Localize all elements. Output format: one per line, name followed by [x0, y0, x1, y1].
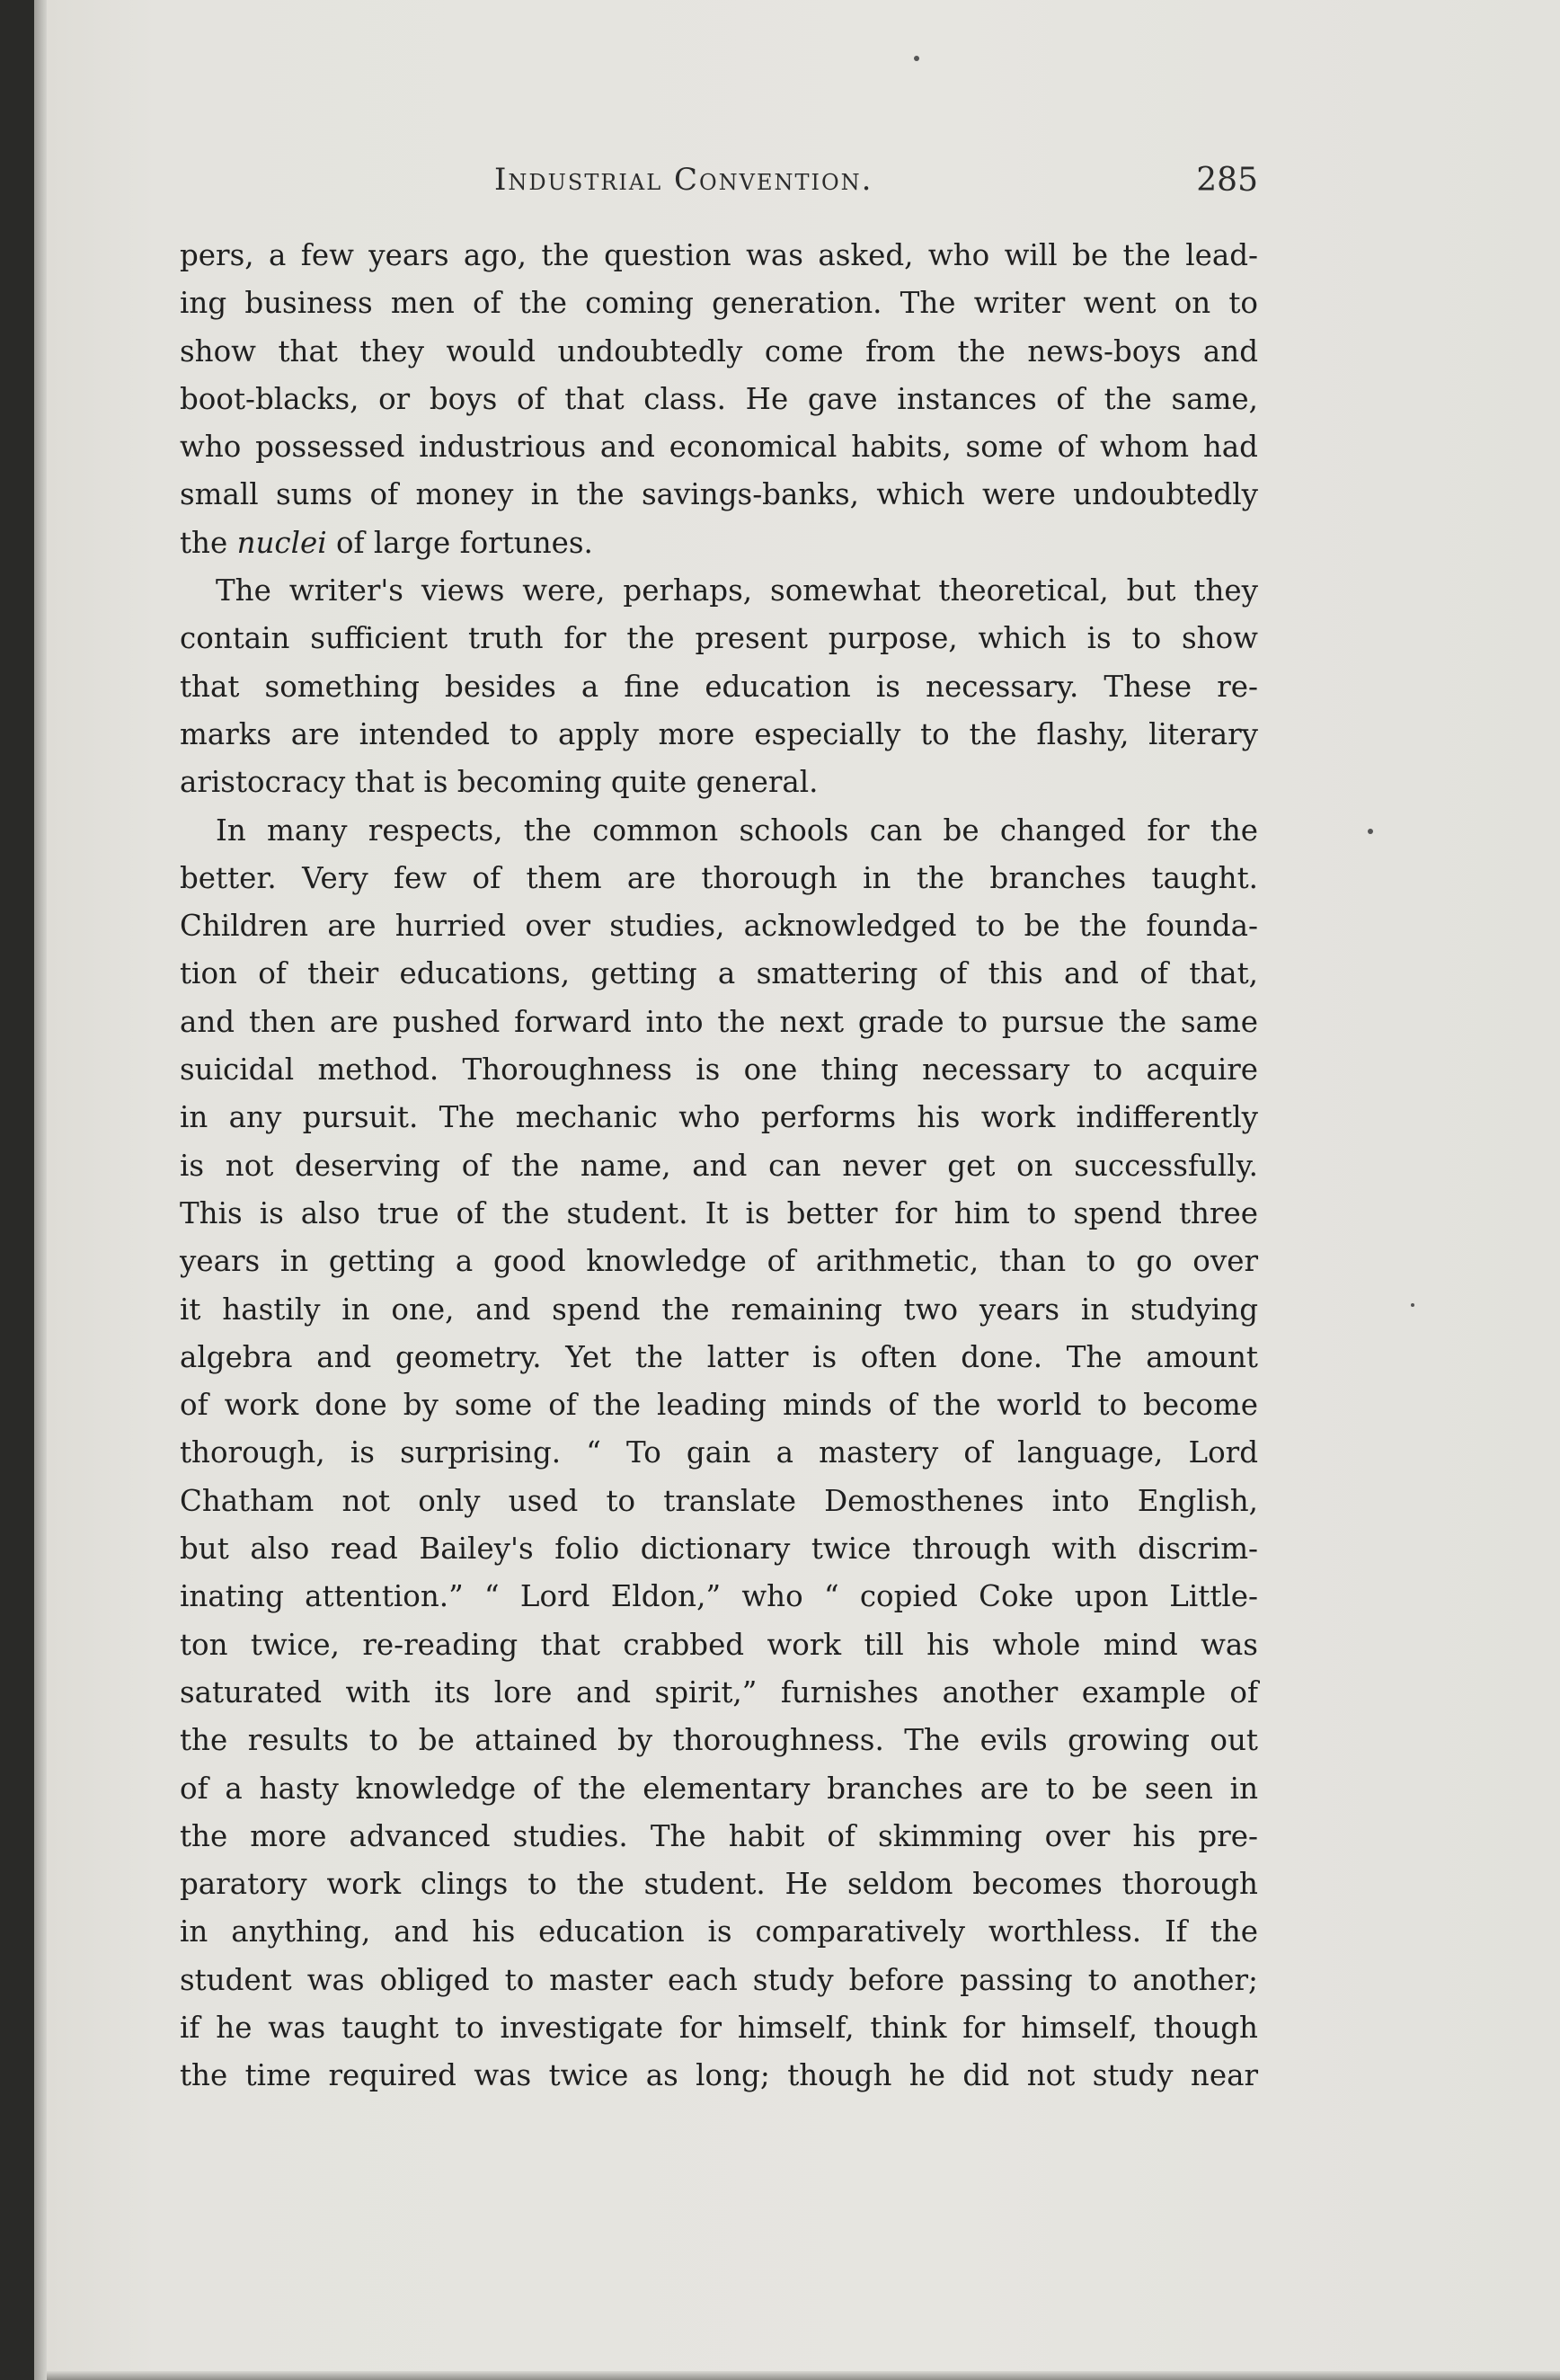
page-number: 285: [1196, 162, 1258, 199]
text-line: student was obliged to master each study before passing to another;: [180, 1962, 1258, 1997]
text-line: but also read Bailey's folio dictionary twice through with discrim-: [180, 1532, 1258, 1567]
text-line: of work done by some of the leading minds of the world to become: [180, 1388, 1258, 1423]
text-line: who possessed industrious and economical habits, some of whom had: [180, 430, 1258, 465]
paragraph-first-line: In many respects, the common schools can be changed for the: [216, 813, 1258, 848]
paper-speck: [914, 56, 919, 61]
text-line: [180, 520, 1258, 567]
text-line: marks are intended to apply more especially to the flashy, literary: [180, 716, 1258, 751]
text-line: This is also true of the student. It is better for him to spend three: [180, 1195, 1258, 1230]
text-line: if he was taught to investigate for himself, think for himself, though: [180, 2010, 1258, 2045]
text-line: in any pursuit. The mechanic who performs his work indifferently: [180, 1100, 1258, 1135]
text-line: that something besides a fine education is necessary. These re-: [180, 669, 1258, 704]
text-line: better. Very few of them are thorough in the branches taught.: [180, 860, 1258, 895]
text-line: years in getting a good knowledge of arithmetic, than to go over: [180, 1244, 1258, 1279]
paper-speck: [1411, 1303, 1414, 1307]
text-line: algebra and geometry. Yet the latter is often done. The amount: [180, 1339, 1258, 1374]
page-gutter: [34, 0, 47, 2380]
text-line: the time required was twice as long; though he did not study near: [180, 2058, 1258, 2093]
text-line: suicidal method. Thoroughness is one thing necessary to acquire: [180, 1052, 1258, 1088]
text-line: Chatham not only used to translate Demosthenes into English,: [180, 1483, 1258, 1518]
book-spine-shadow: [0, 0, 34, 2380]
body-text: [180, 232, 1258, 2100]
paragraph-first-line: The writer's views were, perhaps, somewhat theoretical, but they: [216, 573, 1258, 608]
text-line: small sums of money in the savings-banks, which were undoubtedly: [180, 477, 1258, 512]
running-head: Industrial Convention.: [494, 162, 873, 198]
text-line: aristocracy that is becoming quite general.: [180, 765, 819, 800]
text-line: the more advanced studies. The habit of skimming over his pre-: [180, 1818, 1258, 1853]
text-line: paratory work clings to the student. He seldom becomes thorough: [180, 1867, 1258, 1902]
text-line: thorough, is surprising. “ To gain a mastery of language, Lord: [180, 1435, 1258, 1470]
text-run: the: [180, 525, 237, 560]
text-line: ton twice, re-reading that crabbed work till his whole mind was: [180, 1627, 1258, 1662]
page-header: [180, 162, 1258, 207]
text-line: boot-blacks, or boys of that class. He gave instances of the same,: [180, 381, 1258, 416]
text-line: inating attention.” “ Lord Eldon,” who “ copied Coke upon Little-: [180, 1579, 1258, 1614]
text-line: the results to be attained by thoroughness. The evils growing out: [180, 1723, 1258, 1758]
text-line: pers, a few years ago, the question was asked, who will be the lead-: [180, 238, 1258, 272]
text-line: is not deserving of the name, and can never get on successfully.: [180, 1148, 1258, 1183]
italic-term: nuclei: [236, 525, 327, 560]
text-line: saturated with its lore and spirit,” furnishes another example of: [180, 1674, 1258, 1710]
text-line: it hastily in one, and spend the remaining two years in studying: [180, 1292, 1258, 1327]
text-line: and then are pushed forward into the next grade to pursue the same: [180, 1004, 1258, 1039]
text-line: ing business men of the coming generation. The writer went on to: [180, 286, 1258, 321]
text-line: Children are hurried over studies, acknowledged to be the founda-: [180, 909, 1258, 944]
text-run: of large fortunes.: [326, 525, 593, 560]
text-line: of a hasty knowledge of the elementary branches are to be seen in: [180, 1771, 1258, 1806]
text-line: contain sufficient truth for the present purpose, which is to show: [180, 621, 1258, 656]
text-line: tion of their educations, getting a smattering of this and of that,: [180, 956, 1258, 991]
paper-speck: [1368, 829, 1373, 834]
text-line: show that they would undoubtedly come from the news-boys and: [180, 333, 1258, 369]
text-line: in anything, and his education is comparatively worthless. If the: [180, 1914, 1258, 1949]
page-bottom-edge: [47, 2371, 1560, 2380]
